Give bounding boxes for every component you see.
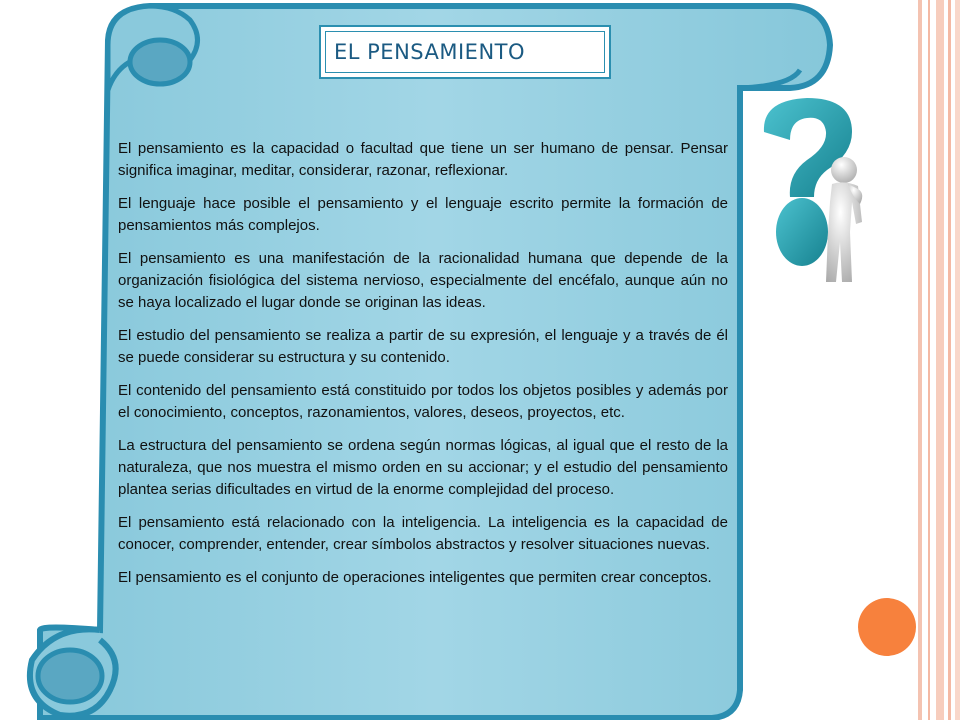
- paragraph-6: La estructura del pensamiento se ordena según normas lógicas, al igual que el resto de la naturaleza, que nos muestra el mismo orden en su accionar; y el estudio del pensamiento plantea serias dificultades en virtud de la enorme complejidad del proceso.: [118, 437, 728, 498]
- paragraph-4: El estudio del pensamiento se realiza a partir de su expresión, el lenguaje y a través de él se puede considerar su estructura y su contenido.: [118, 327, 728, 366]
- title-inner-frame: [325, 31, 605, 73]
- slide-body: [118, 138, 728, 600]
- decorative-orange-circle: [858, 598, 916, 656]
- slide-title: EL PENSAMIENTO: [334, 40, 526, 64]
- thinking-person-question-mark-icon: [752, 92, 902, 292]
- paragraph-8: El pensamiento es el conjunto de operaciones inteligentes que permiten crear conceptos.: [118, 569, 712, 586]
- paragraph-2: El lenguaje hace posible el pensamiento y el lenguaje escrito permite la formación de pensamientos más complejos.: [118, 195, 728, 234]
- paragraph-5: El contenido del pensamiento está constituido por todos los objetos posibles y además por el conocimiento, conceptos, razonamientos, valores, deseos, proyectos, etc.: [118, 382, 728, 421]
- paragraph-1: El pensamiento es la capacidad o facultad que tiene un ser humano de pensar. Pensar significa imaginar, meditar, considerar, razonar, reflexionar.: [118, 140, 728, 179]
- title-box: [319, 25, 611, 79]
- paragraph-7: El pensamiento está relacionado con la inteligencia. La inteligencia es la capacidad de conocer, comprender, entender, crear símbolos abstractos y resolver situaciones nuevas.: [118, 514, 728, 553]
- paragraph-3: El pensamiento es una manifestación de la racionalidad humana que depende de la organización fisiológica del sistema nervioso, especialmente del encéfalo, aunque aún no se haya localizado el lugar donde se originan las ideas.: [118, 250, 728, 311]
